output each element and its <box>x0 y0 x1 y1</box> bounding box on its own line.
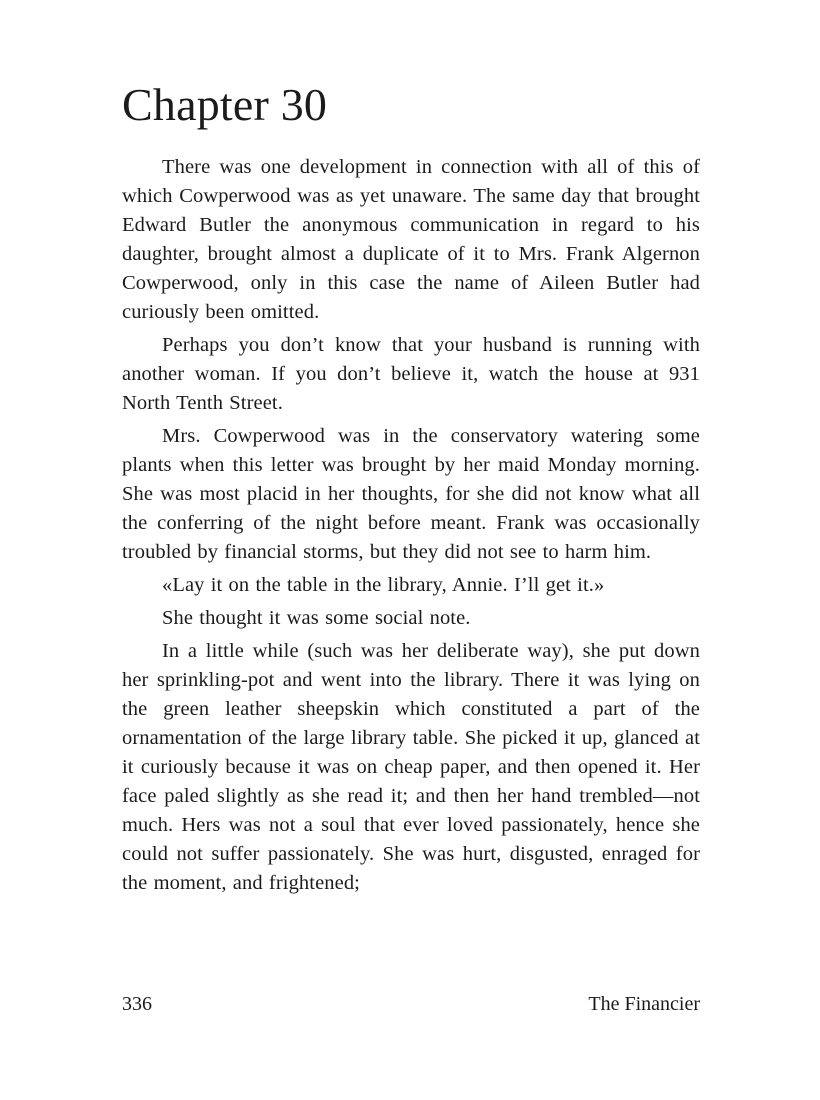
page-footer <box>122 993 700 1016</box>
chapter-body <box>122 153 700 898</box>
chapter-title: Chapter 30 <box>122 79 328 130</box>
book-title: The Financier <box>588 993 700 1015</box>
paragraph-conservatory: Mrs. Cowperwood was in the conservatory watering some plants when this letter was brought by her maid Monday morning. She was most placid in her thoughts, for she did not know what all the conferring of the night before meant. Frank was occasionally troubled by financial storms, but they did not see to harm him. <box>122 424 700 563</box>
paragraph-library: In a little while (such was her deliberate way), she put down her sprinkling-pot and went into the library. There it was lying on the green leather sheepskin which constituted a part of the ornamentation of the large library table. She picked it up, glanced at it curiously because it was on cheap paper, and then opened it. Her face paled slightly as she read it; and then her hand trembled—not much. Hers was not a soul that ever loved passionately, hence she could not suffer passionately. She was hurt, disgusted, enraged for the moment, and frightened; <box>122 639 700 894</box>
page-content <box>122 80 700 902</box>
paragraph-dialogue: «Lay it on the table in the library, Annie. I’ll get it.» <box>162 573 605 596</box>
page-number: 336 <box>122 993 152 1015</box>
paragraph-anonymous-letter: Perhaps you don’t know that your husband is running with another woman. If you don’t believe it, watch the house at 931 North Tenth Street. <box>122 333 700 414</box>
paragraph-social-note: She thought it was some social note. <box>162 606 471 629</box>
paragraph-intro: There was one development in connection with all of this of which Cowperwood was as yet unaware. The same day that brought Edward Butler the anonymous communication in regard to his daughter, brought almost a duplicate of it to Mrs. Frank Algernon Cowperwood, only in this case the name of Aileen Butler had curiously been omitted. <box>122 155 700 323</box>
